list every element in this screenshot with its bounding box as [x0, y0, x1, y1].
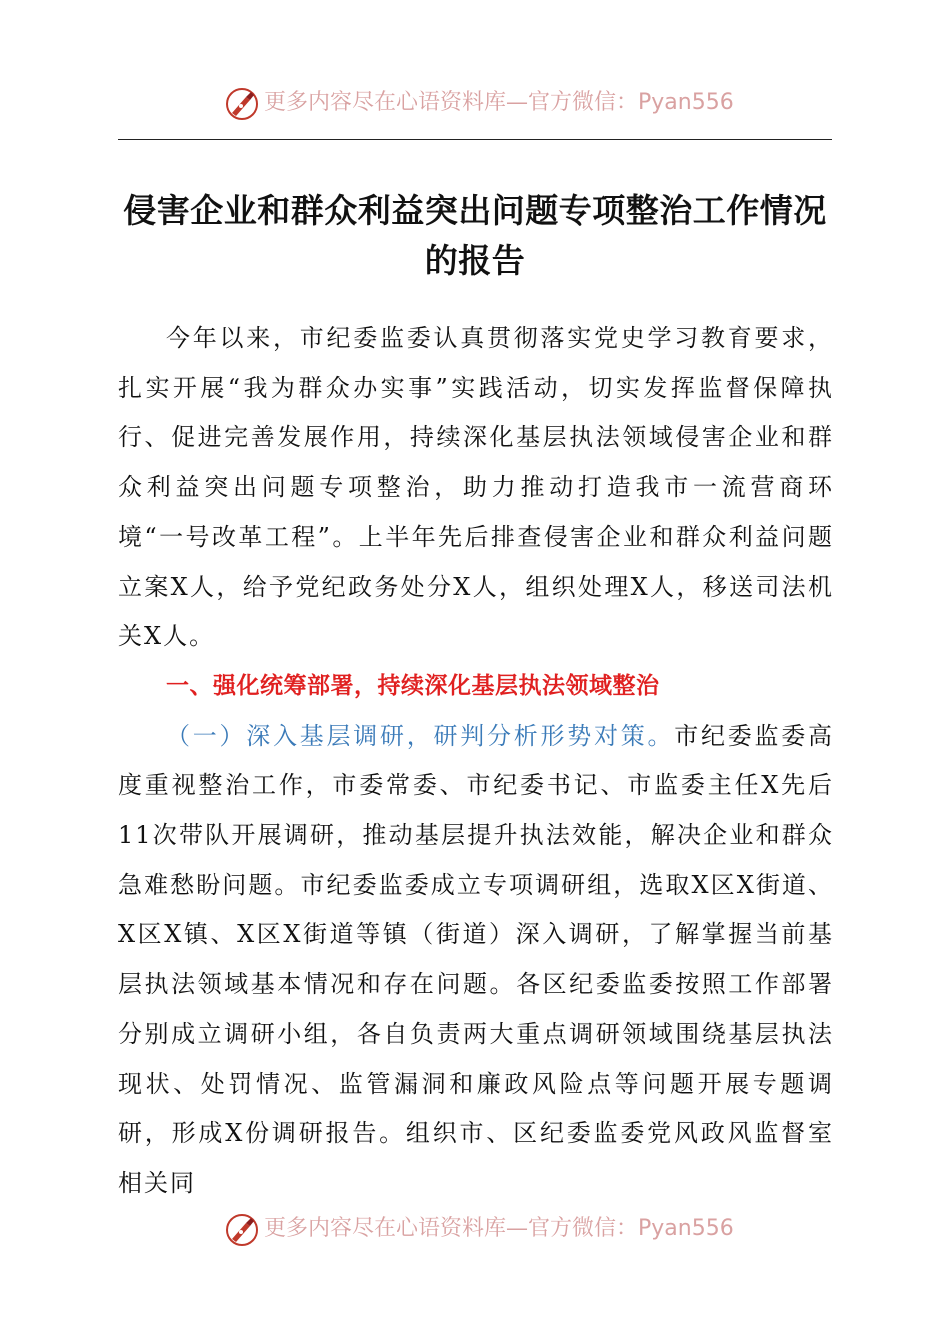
header-watermark: [0, 82, 950, 126]
document-title: 侵害企业和群众利益突出问题专项整治工作情况的报告: [123, 191, 827, 280]
section-1-heading: 一、强化统筹部署，持续深化基层执法领域整治: [166, 672, 660, 699]
document-body: [118, 314, 834, 1209]
intro-paragraph: 今年以来，市纪委监委认真贯彻落实党史学习教育要求，扎实开展“我为群众办实事”实践活动，切实发挥监督保障执行、促进完善发展作用，持续深化基层执法领域侵害企业和群众利益突出问题专项整治，助力推动打造我市一流营商环境“一号改革工程”。上半年先后排查侵害企业和群众利益问题立案X人，给予党纪政务处分X人，组织处理X人，移送司法机关X人。: [118, 324, 834, 651]
section-1-paragraph: [118, 712, 834, 1209]
subsection-1-heading: （一）深入基层调研，研判分析形势对策。: [166, 721, 675, 750]
subsection-1-body: 市纪委监委高度重视整治工作，市委常委、市纪委书记、市监委主任X先后11次带队开展调研，推动基层提升执法效能，解决企业和群众急难愁盼问题。市纪委监委成立专项调研组，选取X区X街道、X区X镇、X区X街道等镇（街道）深入调研，了解掌握当前基层执法领域基本情况和存在问题。各区纪委监委按照工作部署分别成立调研小组，各自负责两大重点调研领域围绕基层执法现状、处罚情况、监管漏洞和廉政风险点等问题开展专题调研，形成X份调研报告。组织市、区纪委监委党风政风监督室相关同: [118, 721, 834, 1197]
pen-nib-logo-icon: [224, 1212, 260, 1248]
watermark-text: 更多内容尽在心语资料库—官方微信：Pyan556: [264, 90, 734, 115]
footer-watermark: [0, 1208, 950, 1252]
watermark-text: 更多内容尽在心语资料库—官方微信：Pyan556: [264, 1216, 734, 1241]
header-divider: [118, 139, 832, 140]
pen-nib-logo-icon: [224, 86, 260, 122]
